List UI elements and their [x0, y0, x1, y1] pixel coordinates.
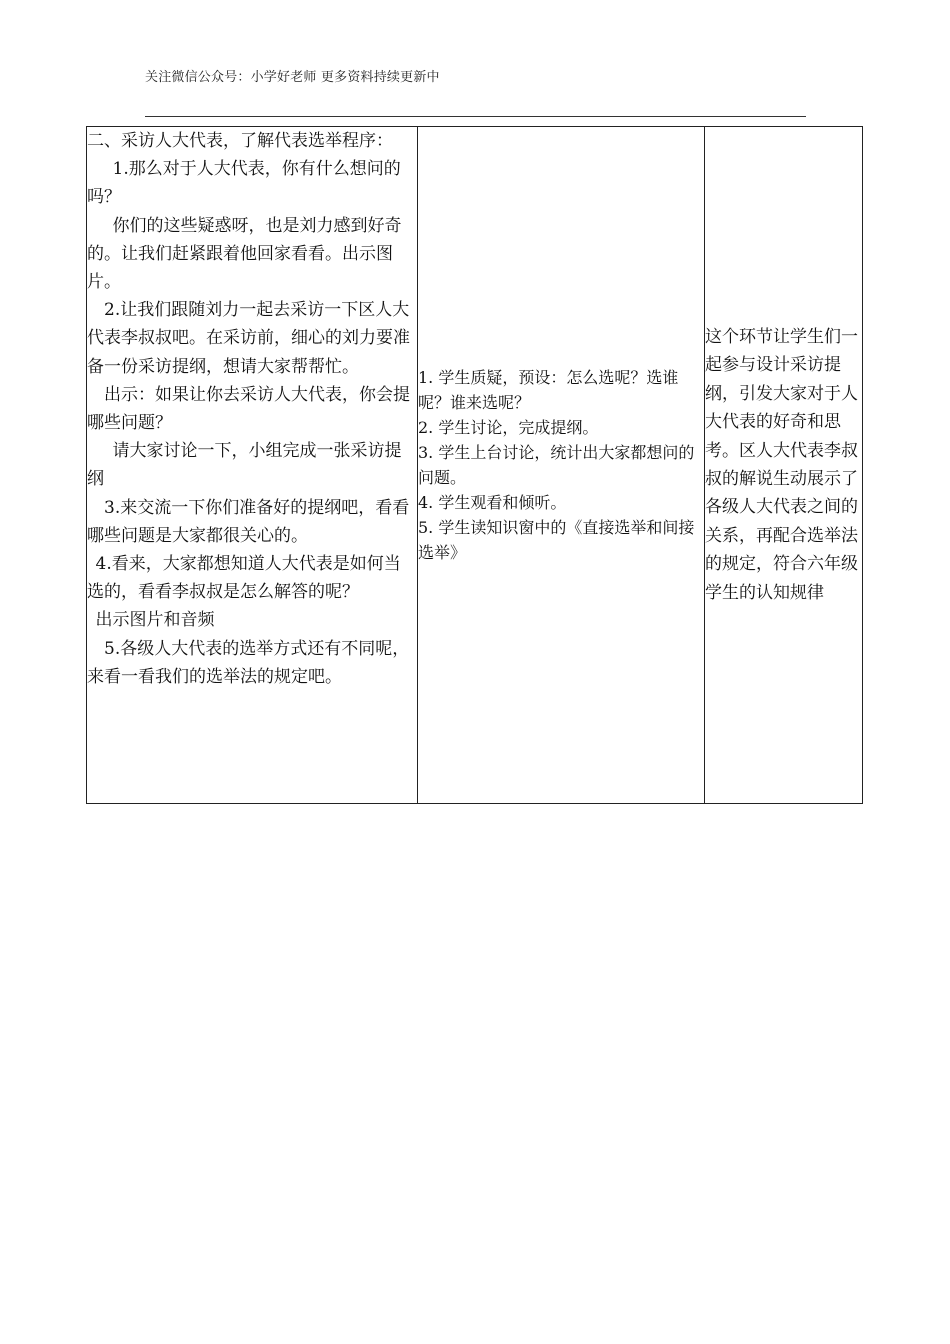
- student-step-5: 5. 学生读知识窗中的《直接选举和间接选举》: [418, 518, 695, 562]
- table-row: [87, 127, 863, 804]
- student-step-1: 1. 学生质疑，预设：怎么选呢？选谁呢？谁来选呢？: [418, 368, 679, 412]
- teacher-step-2: 2.让我们跟随刘力一起去采访一下区人大代表李叔叔吧。在采访前，细心的刘力要准备一份采访提纲，想请大家帮帮忙。: [87, 300, 410, 377]
- section-title: 二、采访人大代表，了解代表选举程序：: [87, 131, 393, 151]
- design-intent-cell: 这个环节让学生们一起参与设计采访提纲，引发大家对于人大代表的好奇和思考。区人大代表李叔叔的解说生动展示了各级人大代表之间的关系，再配合选举法的规定，符合六年级学生的认知规律: [705, 127, 863, 804]
- teacher-activity-cell: [87, 127, 418, 804]
- lesson-plan-table: [86, 126, 863, 804]
- teacher-step-1-note: 你们的这些疑惑呀，也是刘力感到好奇的。让我们赶紧跟着他回家看看。出示图片。: [87, 215, 402, 293]
- student-step-4: 4. 学生观看和倾听。: [418, 493, 567, 512]
- teacher-step-3: 3.来交流一下你们准备好的提纲吧，看看哪些问题是大家都很关心的。: [87, 497, 410, 546]
- teacher-step-2-prompt: 出示：如果让你去采访人大代表，你会提哪些问题？: [87, 384, 410, 434]
- student-step-3: 3. 学生上台讨论，统计出大家都想问的问题。: [418, 443, 695, 487]
- teacher-step-4: 4.看来，大家都想知道人大代表是如何当选的，看看李叔叔是怎么解答的呢？: [87, 554, 401, 603]
- student-activity-cell: [418, 127, 705, 804]
- header-note: 关注微信公众号：小学好老师 更多资料持续更新中: [145, 70, 440, 85]
- student-step-2: 2. 学生讨论，完成提纲。: [418, 418, 599, 437]
- teacher-step-1: 1.那么对于人大代表，你有什么想问的吗？: [87, 159, 401, 208]
- teacher-step-4-media: 出示图片和音频: [95, 610, 215, 631]
- header-divider: [145, 116, 806, 117]
- teacher-step-2-task: 请大家讨论一下，小组完成一张采访提纲: [87, 441, 402, 490]
- teacher-step-5: 5.各级人大代表的选举方式还有不同呢，来看一看我们的选举法的规定吧。: [87, 638, 410, 687]
